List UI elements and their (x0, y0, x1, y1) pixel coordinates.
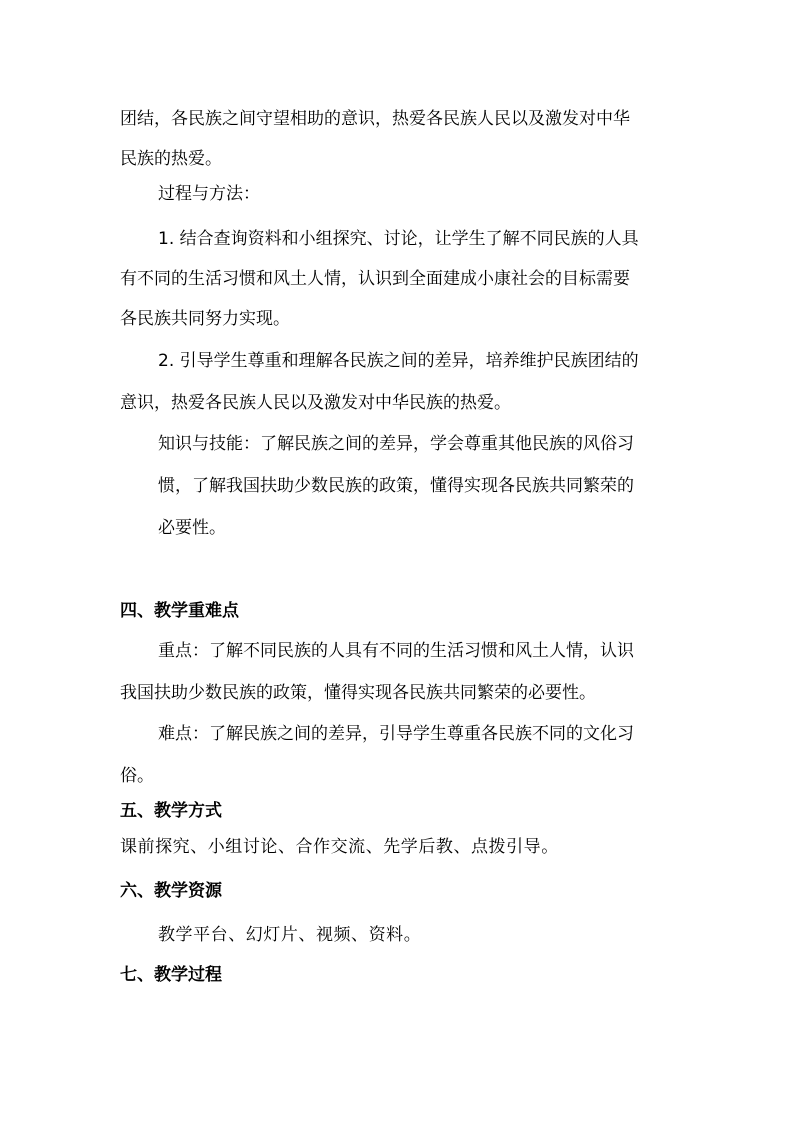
paragraph-line: 知识与技能：了解民族之间的差异，学会尊重其他民族的风俗习 (158, 434, 634, 454)
paragraph-line: 教学平台、幻灯片、视频、资料。 (158, 925, 422, 945)
section-heading: 六、教学资源 (120, 881, 222, 901)
paragraph-line: 难点：了解民族之间的差异，引导学生尊重各民族不同的文化习 (158, 724, 634, 744)
section-heading: 五、教学方式 (120, 801, 222, 821)
paragraph-line: 我国扶助少数民族的政策，懂得实现各民族共同繁荣的必要性。 (120, 683, 596, 703)
paragraph-line: 必要性。 (158, 518, 226, 538)
paragraph-line: 意识，热爱各民族人民以及激发对中华民族的热爱。 (120, 393, 511, 413)
paragraph-line: 各民族共同努力实现。 (120, 309, 290, 329)
paragraph-line: 惯，了解我国扶助少数民族的政策，懂得实现各民族共同繁荣的 (158, 476, 634, 496)
paragraph-line: 有不同的生活习惯和风土人情，认识到全面建成小康社会的目标需要 (120, 269, 630, 289)
paragraph-line: 俗。 (120, 766, 154, 786)
paragraph-line: 重点：了解不同民族的人具有不同的生活习惯和风土人情，认识 (158, 641, 634, 661)
paragraph-line: 2. 引导学生尊重和理解各民族之间的差异，培养维护民族团结的 (158, 351, 639, 371)
section-heading: 四、教学重难点 (120, 601, 239, 621)
section-heading: 七、教学过程 (120, 965, 222, 985)
paragraph-line: 1. 结合查询资料和小组探究、讨论，让学生了解不同民族的人具 (158, 229, 639, 249)
paragraph-line: 民族的热爱。 (120, 149, 222, 169)
subsection-label: 过程与方法： (158, 184, 260, 204)
paragraph-line: 团结，各民族之间守望相助的意识，热爱各民族人民以及激发对中华 (120, 109, 630, 129)
paragraph-line: 课前探究、小组讨论、合作交流、先学后教、点拨引导。 (120, 837, 559, 857)
